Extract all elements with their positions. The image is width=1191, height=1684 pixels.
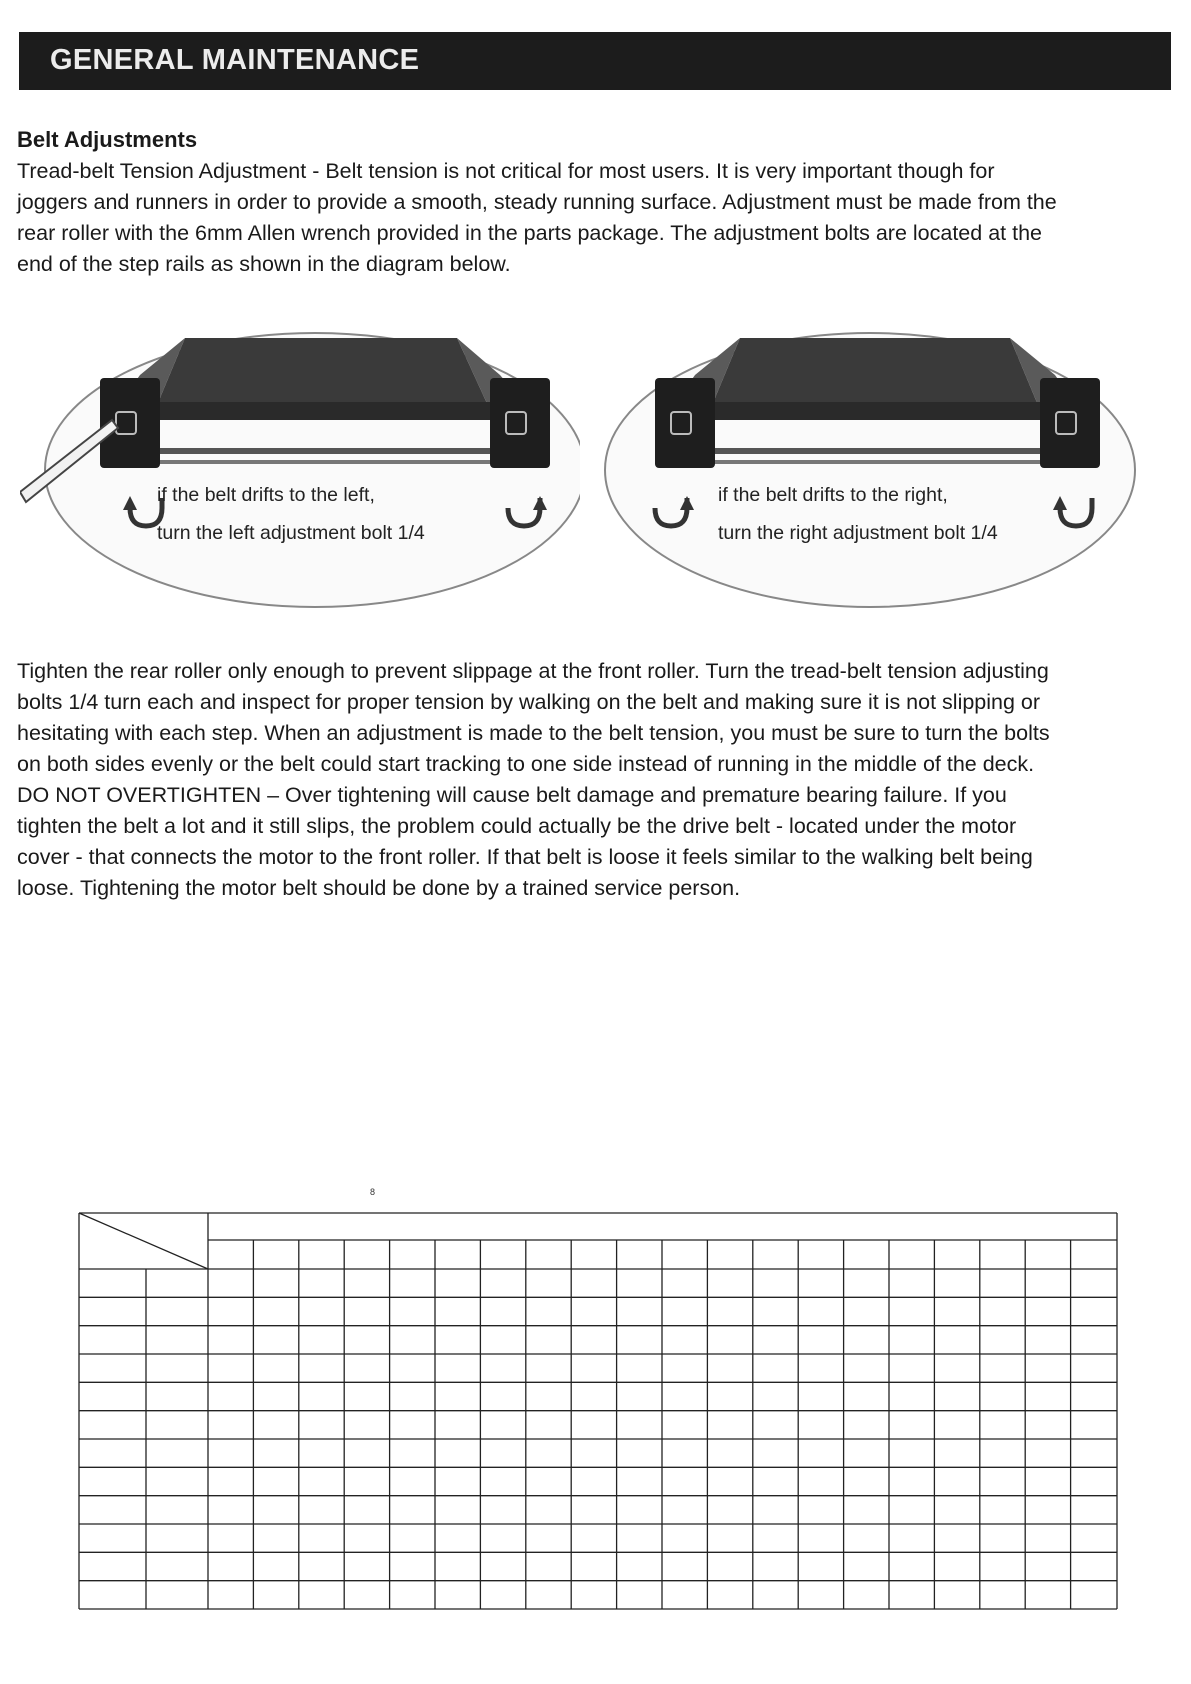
paragraph-line: on both sides evenly or the belt could start tracking to one side instead of running in the middle of the deck. (17, 752, 1035, 776)
paragraph-line: DO NOT OVERTIGHTEN – Over tightening will cause belt damage and premature bearing failure. If you (17, 783, 1007, 807)
left-caption-line-2: turn the left adjustment bolt 1/4 (157, 522, 425, 544)
paragraph-line: Tread-belt Tension Adjustment - Belt tension is not critical for most users. It is very important though for (17, 159, 995, 183)
left-adjustment-diagram (20, 320, 580, 620)
paragraph-line: loose. Tightening the motor belt should be done by a trained service person. (17, 876, 741, 900)
left-caption-line-1: if the belt drifts to the left, (157, 484, 375, 506)
paragraph-line: cover - that connects the motor to the front roller. If that belt is loose it feels similar to the walking belt being (17, 845, 1033, 869)
paragraph-line: hesitating with each step. When an adjustment is made to the belt tension, you must be sure to turn the bolts (17, 721, 1050, 745)
paragraph-line: rear roller with the 6mm Allen wrench provided in the parts package. The adjustment bolts are located at the (17, 221, 1042, 245)
belt-tension-paragraph (17, 156, 1174, 280)
paragraph-line: joggers and runners in order to provide a smooth, steady running surface. Adjustment must be made from the (17, 190, 1057, 214)
right-caption-line-2: turn the right adjustment bolt 1/4 (718, 522, 998, 544)
paragraph-line: bolts 1/4 turn each and inspect for proper tension by walking on the belt and making sure it is not slipping or (17, 690, 1041, 714)
paragraph-line: tighten the belt a lot and it still slips, the problem could actually be the drive belt - located under the motor (17, 814, 1017, 838)
right-adjustment-diagram (600, 320, 1140, 620)
tension-tightening-paragraph (17, 656, 1174, 904)
paragraph-line: Tighten the rear roller only enough to prevent slippage at the front roller. Turn the tread-belt tension adjusting (17, 659, 1049, 683)
header-bar (19, 32, 1171, 90)
paragraph-line: end of the step rails as shown in the diagram below. (17, 252, 511, 276)
right-caption-line-1: if the belt drifts to the right, (718, 484, 948, 506)
section-title: Belt Adjustments (17, 127, 198, 152)
grid-corner-diagonal (79, 1213, 208, 1269)
stray-mark: 8 (370, 1187, 376, 1197)
page-title: GENERAL MAINTENANCE (50, 44, 420, 76)
maintenance-log-grid (78, 1212, 1118, 1612)
